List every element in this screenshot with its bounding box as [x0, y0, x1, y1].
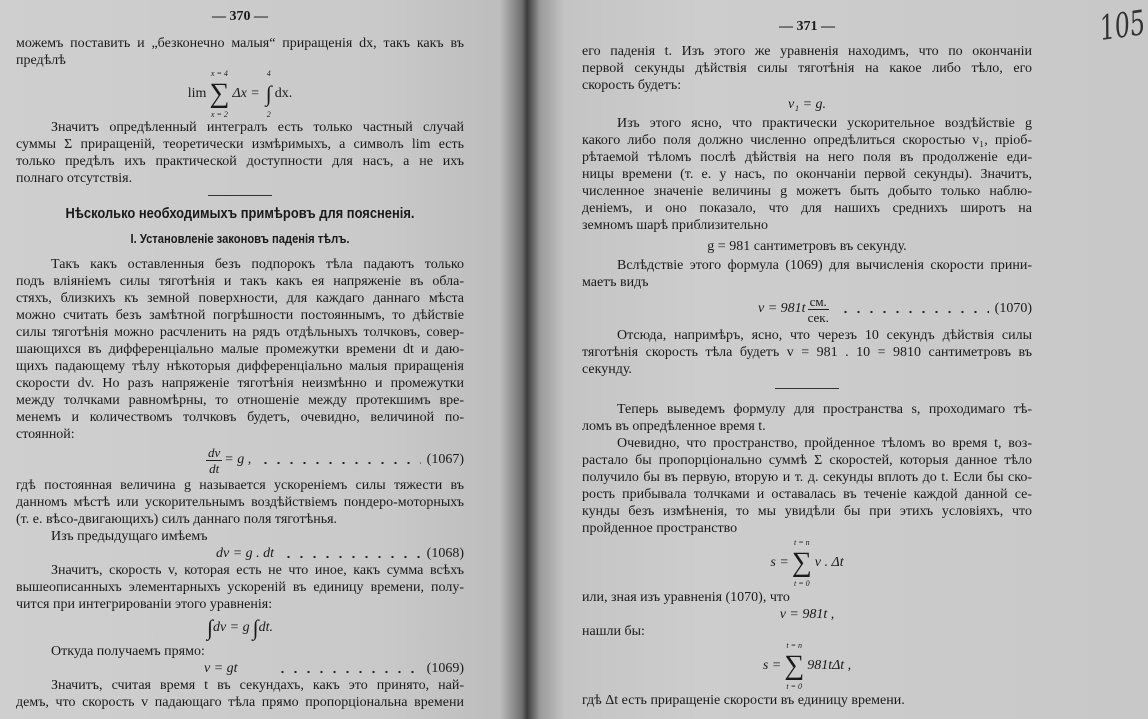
text-line: какого либо поля должно численно опредѣлиться скоростью v₁, пріоб- [582, 133, 1032, 148]
text-line: можемъ поставить и „безконечно малыя“ приращенія dx, такъ какъ въ [16, 36, 464, 51]
sum-upper: x = 4 [210, 69, 228, 78]
int-upper: 4 [266, 69, 271, 78]
subsection-heading: I. Установленіе законовъ паденія тѣлъ. [130, 231, 350, 246]
formula-part: v = gt [204, 660, 238, 676]
text-line: нашли бы: [582, 624, 645, 639]
formula-part: v₁ = g. [787, 97, 827, 112]
equation-1070 [758, 291, 1032, 327]
text-line: его паденія t. Изъ этого же уравненія находимъ, что по окончаніи [582, 44, 1032, 59]
equation-1069 [204, 660, 464, 677]
text-line: менемъ и количествомъ толчковъ будетъ, очевидно, величиной по- [16, 410, 464, 425]
dot-leader [282, 555, 421, 559]
text-line: щихъ падающему тѣлу нѣкоторыя дифференціально малыя приращенія [16, 359, 464, 374]
sum-upper: t = n [786, 641, 803, 650]
formula-part: 981tΔt , [807, 658, 852, 673]
section-heading: Нѣсколько необходимыхъ примѣровъ для поясненія. [65, 205, 415, 222]
text-line: Отсюда, напримѣръ, ясно, что черезъ 10 секундъ дѣйствія силы [617, 328, 1032, 343]
page-number: — 371 — [779, 19, 835, 34]
int-lower: 2 [266, 110, 271, 119]
equation-g: g = 981 сантиметровъ въ секунду. [707, 239, 907, 254]
text-line: Изъ этого ясно, что практически ускорительное воздѣйствіе g [617, 116, 1032, 131]
formula-part: s = [762, 658, 782, 673]
text-line: ломъ въ опредѣленное время t. [582, 419, 766, 434]
fraction-denominator: dt [209, 460, 220, 476]
left-page [16, 0, 464, 719]
text-line: шающихся въ дифференціально малые промежутки времени dt и даю- [16, 342, 464, 357]
text-line: рѣтаемой тѣломъ послѣ дѣйствія на него поля въ продолженіе еди- [582, 150, 1032, 165]
text-line: тяготѣнія скорость тѣла будетъ v = 981 . 10 = 9810 сантиметровъ въ [582, 345, 1032, 360]
equation-sum-s [582, 537, 1032, 589]
fraction-numerator: dv [208, 444, 221, 460]
text-line: земномъ шарѣ приблизительно [582, 218, 768, 233]
text-line: между толчками равномѣрны, то отношеніе между протекшимъ вре- [16, 393, 464, 408]
formula-part: dt. [258, 620, 274, 635]
sum-symbol: t = n ∑ t = 0 [784, 641, 805, 691]
text-line: скорость будетъ: [582, 78, 682, 93]
equation-1068 [216, 545, 464, 562]
formula-part: lim [187, 86, 207, 101]
text-line: Значитъ опредѣленный интегралъ есть только частный случай [51, 120, 464, 135]
formula-part: s = [770, 555, 789, 570]
text-line: гдѣ Δt есть приращеніе скорости въ единицу времени. [582, 693, 905, 708]
text-line: гдѣ постоянная величина g называется ускореніемъ силы тяжести въ [16, 478, 464, 493]
text-line: подъ вліяніемъ силы тяготѣнія и такъ какъ ея напряженіе въ обла- [16, 274, 464, 289]
sum-lower: t = 0 [793, 579, 810, 588]
text-line: Откуда получаемъ прямо: [51, 644, 205, 659]
page-number: — 370 — [212, 9, 268, 24]
text-line: предѣлѣ [16, 53, 66, 68]
dot-leader [259, 461, 420, 465]
integral-symbol: 4 ∫ 2 [265, 69, 272, 119]
formula-part: dx. [274, 86, 293, 101]
formula-part: v = 981t , [779, 607, 835, 622]
text-line: Теперь выведемъ формулу для пространства s, проходимаго тѣ- [617, 402, 1032, 417]
text-line: вышеописанныхъ элементарныхъ ускореній въ единицу времени, полу- [16, 580, 464, 595]
sum-symbol: x = 4 ∑ x = 2 [209, 69, 230, 119]
equation-1067 [204, 443, 464, 477]
fraction-numerator: см. [809, 293, 827, 309]
text-line: пройденное пространство [582, 521, 738, 536]
dot-leader [276, 670, 421, 674]
equation-number: (1067) [426, 452, 464, 467]
text-line: стоянной: [16, 427, 75, 442]
formula-limit [16, 69, 464, 119]
text-line: Значитъ, скорость v, которая есть не что иное, какъ сумма всѣхъ [51, 563, 464, 578]
sum-upper: t = n [793, 538, 810, 547]
equation-number: (1068) [426, 545, 464, 561]
text-line: численное значеніе величины g можетъ быть добыто только наблю- [582, 184, 1032, 199]
formula-part: dv = g [212, 620, 250, 635]
equation-sum-s2 [582, 640, 1032, 692]
equation-number: (1070) [994, 301, 1032, 316]
text-line: секунду. [582, 362, 632, 377]
text-line: силы тяготѣнія можно расчленить на рядъ отдѣльныхъ толчковъ, совер- [16, 325, 464, 340]
formula-part: dv = g . dt [216, 545, 275, 561]
text-line: кунды безъ измѣненія, то мы увидѣли бы при этихъ условіяхъ, что [582, 504, 1032, 519]
fraction-denominator: сек. [807, 309, 829, 325]
formula-part: v = 981t [758, 301, 806, 316]
text-line: Очевидно, что пространство, пройденное тѣломъ во время t, воз- [617, 436, 1032, 451]
text-line: получило бы въ первую, вторую и т. д. секунды вплоть до t. Если бы ско- [582, 470, 1032, 485]
sum-lower: x = 2 [210, 110, 228, 119]
text-line: растало бы пропорціонально суммѣ Σ скоростей, которыя данное тѣло [582, 453, 1032, 468]
text-line: маетъ видъ [582, 275, 649, 290]
text-line: демъ, что скорость v падающаго тѣла прямо пропорціональна времени [16, 695, 464, 710]
formula-part: Δx = [232, 86, 260, 101]
text-line: стяхъ, близкихъ къ земной поверхности, для каждаго даннаго мѣста [16, 291, 464, 306]
handwritten-folio-mark: 105 [1097, 3, 1148, 49]
text-line: данномъ мѣстѣ или ускорительнымъ воздѣйствіемъ пондеро-моторныхъ [16, 495, 464, 510]
text-line: деніемъ, и оно показало, что для нашихъ среднихъ широтъ на [582, 201, 1032, 216]
equation-v [582, 606, 1032, 623]
text-line: можно считать безъ замѣтной погрѣшности постояннымъ, то дѣйствіе [16, 308, 464, 323]
text-line: ницы времени (т. е. у насъ, по окончаніи первой секунды). Значитъ, [582, 167, 1032, 182]
text-line: Вслѣдствіе этого формула (1069) для вычисленія скорости прини- [617, 258, 1032, 273]
right-page [582, 0, 1032, 719]
text-line: Такъ какъ оставленныя безъ подпорокъ тѣла падаютъ только [51, 257, 464, 272]
text-line: (т. е. вѣсо-двигающихъ) силъ даннаго поля тяготѣнья. [16, 512, 338, 527]
formula-part: = g , [224, 452, 252, 467]
text-line: Изъ предыдущаго имѣемъ [51, 529, 208, 544]
sum-lower: t = 0 [786, 682, 803, 691]
text-line: суммы Σ приращеній, теоретически измѣримыхъ, а символъ lim есть [16, 137, 464, 152]
text-line: только предѣлъ ихъ практической доступности для насъ, а не ихъ [16, 154, 464, 169]
sum-symbol: t = n ∑ t = 0 [791, 538, 812, 588]
equation-number: (1069) [426, 660, 464, 676]
formula-part: v . Δt [814, 555, 844, 570]
text-line: рость прибывала толчками и оставалась въ теченіе каждой данной се- [582, 487, 1032, 502]
equation-integral: ∫ dv = g ∫ dt. [206, 615, 274, 640]
text-line: скорости dv. Но разъ напряженіе тяготѣнія неизмѣнно и промежутки [16, 376, 464, 391]
text-line: полнаго отсутствія. [16, 171, 133, 186]
text-line: первой секунды дѣйствія силы тяготѣнія на какое либо тѣло, его [582, 61, 1032, 76]
dot-leader [839, 310, 989, 314]
text-line: или, зная изъ уравненія (1070), что [582, 590, 790, 605]
text-line: Значитъ, считая время t въ секундахъ, какъ это принято, най- [51, 678, 464, 693]
equation-v1 [582, 96, 1032, 113]
text-line: чится при интегрированіи этого уравненія: [16, 597, 273, 612]
